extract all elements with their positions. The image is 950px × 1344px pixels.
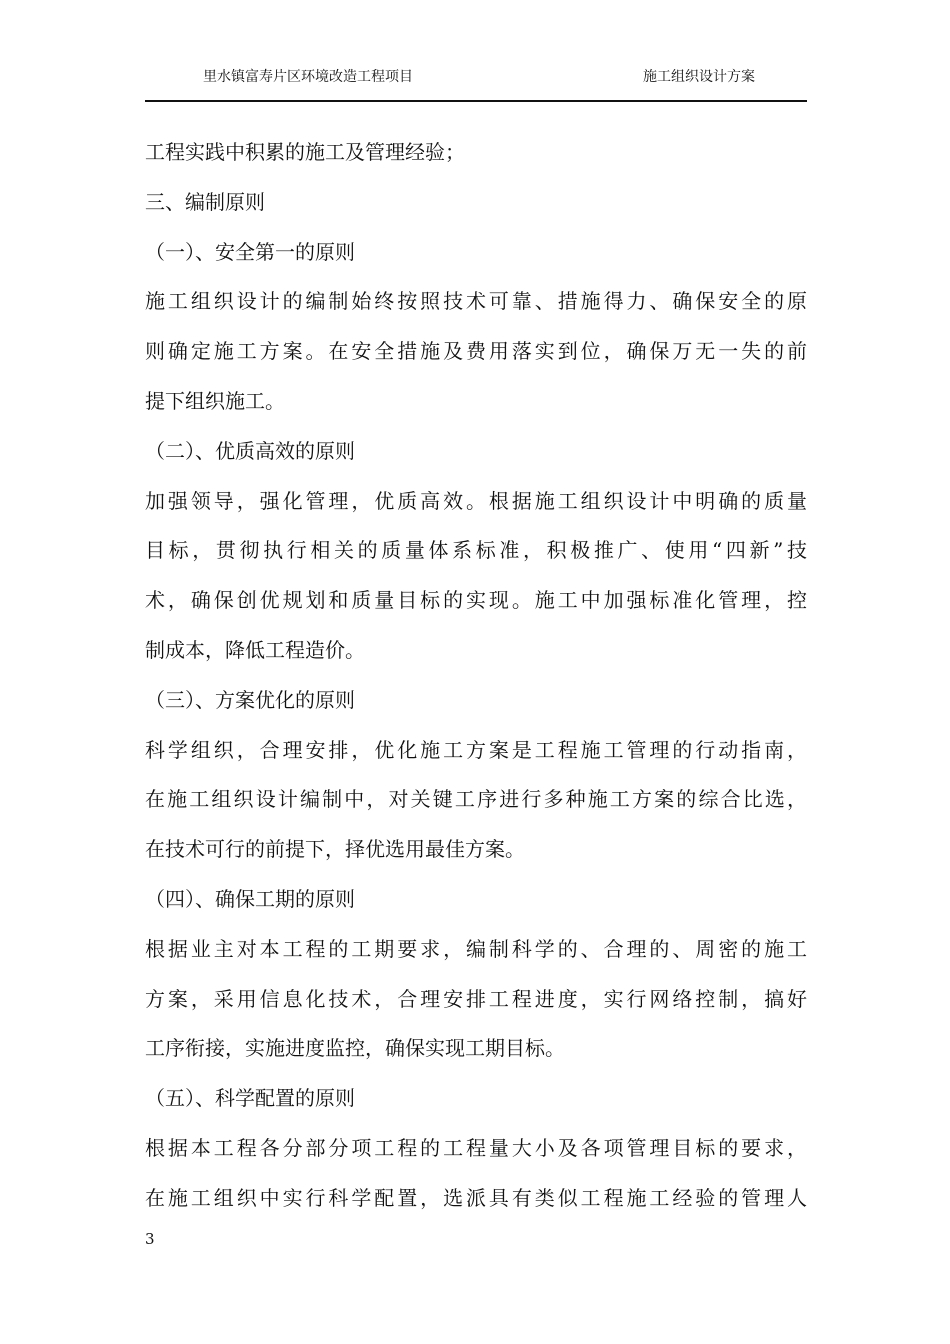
text-line: 在施工组织中实行科学配置，选派具有类似工程施工经验的管理人 [145, 1185, 807, 1210]
text-line: 工序衔接，实施进度监控，确保实现工期目标。 [145, 1036, 565, 1061]
text-line: 提下组织施工。 [145, 388, 285, 413]
text-line: 施工组织设计的编制始终按照技术可靠、措施得力、确保安全的原 [145, 289, 807, 314]
header-project-title: 里水镇富寿片区环境改造工程项目 [203, 69, 413, 85]
text-line: 目标，贯彻执行相关的质量体系标准，积极推广、使用“四新”技 [145, 538, 807, 563]
document-body [145, 128, 807, 1224]
text-line: 根据业主对本工程的工期要求，编制科学的、合理的、周密的施工 [145, 936, 807, 961]
text-line: 根据本工程各分部分项工程的工程量大小及各项管理目标的要求， [145, 1135, 807, 1160]
text-line: 在技术可行的前提下，择优选用最佳方案。 [145, 837, 525, 862]
page-header [145, 60, 807, 100]
section-heading: 三、编制原则 [145, 189, 265, 214]
text-line: 加强领导，强化管理，优质高效。根据施工组织设计中明确的质量 [145, 488, 807, 513]
subsection-heading: （五）、科学配置的原则 [145, 1086, 355, 1111]
subsection-heading: （三）、方案优化的原则 [145, 687, 355, 712]
text-line: 则确定施工方案。在安全措施及费用落实到位，确保万无一失的前 [145, 339, 807, 364]
header-document-title: 施工组织设计方案 [643, 69, 755, 85]
subsection-heading: （二）、优质高效的原则 [145, 438, 355, 463]
header-divider [145, 100, 807, 102]
subsection-heading: （四）、确保工期的原则 [145, 886, 355, 911]
page-number: 3 [145, 1230, 155, 1248]
text-line: 工程实践中积累的施工及管理经验； [145, 140, 465, 164]
subsection-heading: （一）、安全第一的原则 [145, 239, 355, 264]
text-line: 方案，采用信息化技术，合理安排工程进度，实行网络控制，搞好 [145, 986, 807, 1011]
text-line: 在施工组织设计编制中，对关键工序进行多种施工方案的综合比选， [145, 787, 807, 812]
text-line: 术，确保创优规划和质量目标的实现。施工中加强标准化管理，控 [145, 588, 807, 613]
text-line: 科学组织，合理安排，优化施工方案是工程施工管理的行动指南， [145, 737, 807, 762]
text-line: 制成本，降低工程造价。 [145, 637, 365, 662]
